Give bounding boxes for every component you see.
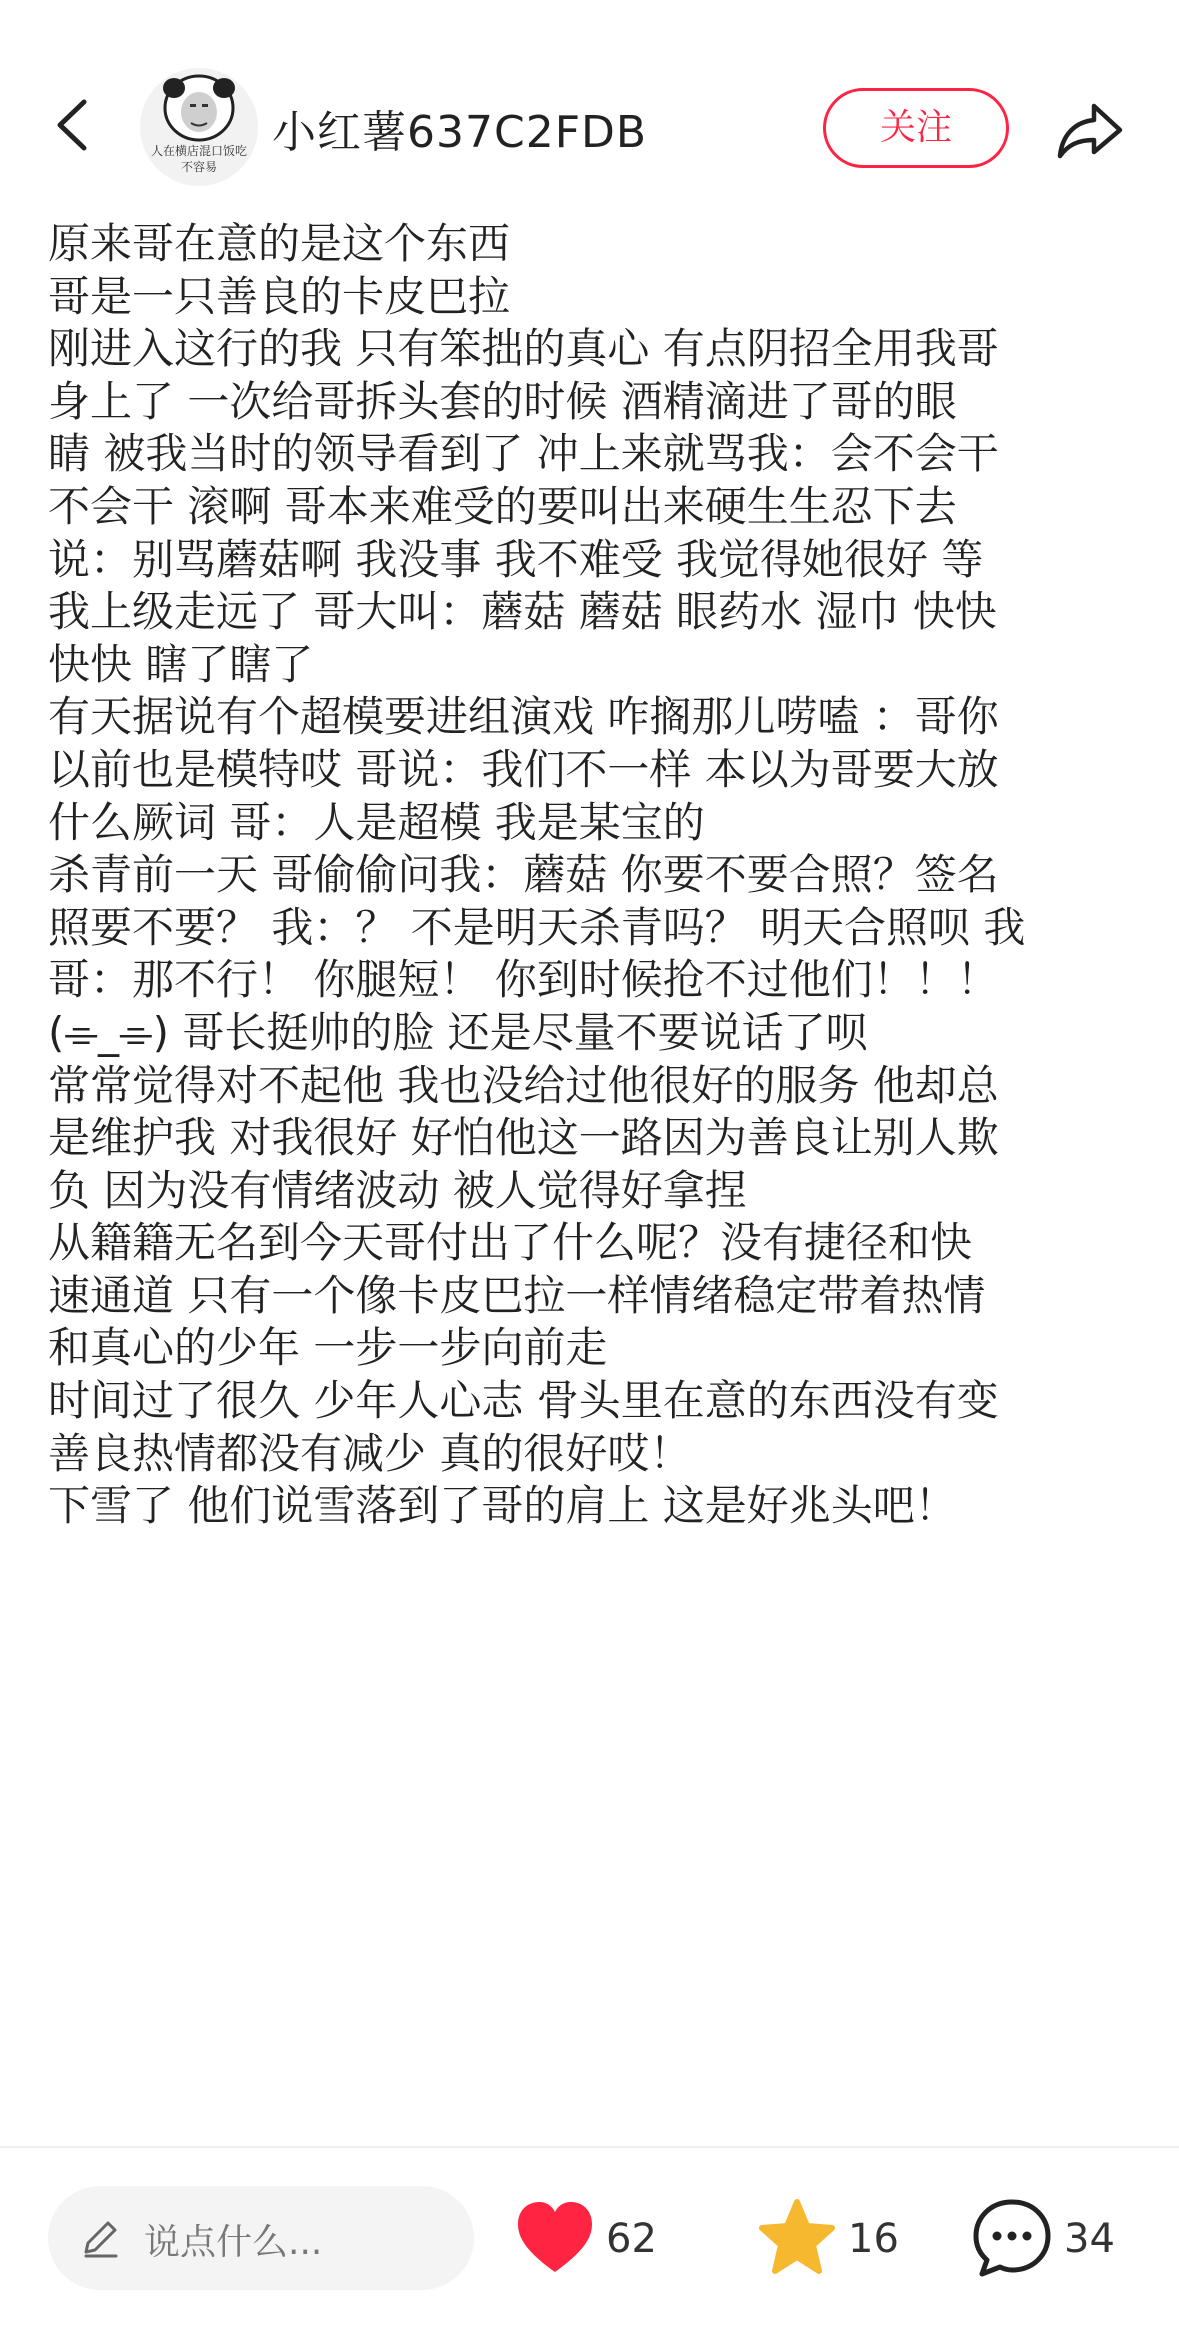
post-line: 照要不要？ 我：？ 不是明天杀青吗？ 明天合照呗 我 <box>48 902 1026 952</box>
post-line: 身上了 一次给哥拆头套的时候 酒精滴进了哥的眼 <box>48 376 957 426</box>
heart-icon <box>514 2194 596 2284</box>
post-line: 是维护我 对我很好 好怕他这一路因为善良让别人欺 <box>48 1113 999 1163</box>
chat-bubble-icon <box>970 2194 1054 2284</box>
post-line: 从籍籍无名到今天哥付出了什么呢？没有捷径和快 <box>48 1218 973 1268</box>
pencil-icon <box>78 2216 122 2260</box>
post-body <box>48 218 1138 1533</box>
comment-count: 34 <box>1064 2216 1115 2262</box>
post-line: 和真心的少年 一步一步向前走 <box>48 1323 608 1373</box>
post-line: 善良热情都没有减少 真的很好哎！ <box>48 1428 692 1478</box>
collect-count: 16 <box>848 2216 899 2262</box>
post-line: 睛 被我当时的领导看到了 冲上来就骂我：会不会干 <box>48 429 999 479</box>
post-line: 以前也是模特哎 哥说：我们不一样 本以为哥要大放 <box>48 744 999 794</box>
like-button[interactable] <box>514 2194 674 2284</box>
like-count: 62 <box>606 2216 657 2262</box>
post-line: 我上级走远了 哥大叫：蘑菇 蘑菇 眼药水 湿巾 快快 <box>48 587 997 637</box>
chevron-left-icon <box>40 90 110 160</box>
post-line: 下雪了 他们说雪落到了哥的肩上 这是好兆头吧！ <box>48 1481 957 1531</box>
collect-button[interactable] <box>756 2194 899 2284</box>
follow-button[interactable]: 关注 <box>823 88 1009 168</box>
avatar-caption-line-1: 人在横店混口饭吃 <box>150 144 247 158</box>
post-line: 原来哥在意的是这个东西 <box>48 219 511 268</box>
post-line: 有天据说有个超模要进组演戏 咋搁那儿唠嗑 ：哥你 <box>48 692 999 742</box>
post-line: (⌯_⌯) 哥长挺帅的脸 还是尽量不要说话了呗 <box>48 1007 868 1057</box>
post-line: 什么厥词 哥：人是超模 我是某宝的 <box>48 797 705 847</box>
post-line: 哥是一只善良的卡皮巴拉 <box>48 271 511 321</box>
post-line: 时间过了很久 少年人心志 骨头里在意的东西没有变 <box>48 1376 999 1426</box>
comment-placeholder: 说点什么... <box>144 2222 323 2263</box>
share-button[interactable] <box>1050 90 1130 170</box>
comment-button[interactable] <box>970 2194 1140 2284</box>
post-line: 快快 瞎了瞎了 <box>48 639 314 689</box>
comment-input[interactable] <box>48 2186 474 2290</box>
bottom-divider <box>0 2146 1179 2148</box>
post-line: 负 因为没有情绪波动 被人觉得好拿捏 <box>48 1165 747 1215</box>
post-line: 刚进入这行的我 只有笨拙的真心 有点阴招全用我哥 <box>48 324 999 374</box>
share-arrow-icon <box>1050 90 1130 170</box>
post-line: 速通道 只有一个像卡皮巴拉一样情绪稳定带着热情 <box>48 1270 986 1320</box>
back-button[interactable] <box>40 90 110 160</box>
post-line: 说：别骂蘑菇啊 我没事 我不难受 我觉得她很好 等 <box>48 534 984 584</box>
avatar[interactable] <box>140 68 258 186</box>
username[interactable]: 小红薯637C2FDB <box>272 107 648 158</box>
top-bar <box>0 0 1179 200</box>
post-line: 不会干 滚啊 哥本来难受的要叫出来硬生生忍下去 <box>48 481 957 531</box>
post-line: 杀青前一天 哥偷偷问我：蘑菇 你要不要合照？签名 <box>48 850 999 900</box>
avatar-caption-line-2: 不容易 <box>180 160 217 174</box>
post-line: 哥：那不行！ 你腿短！ 你到时候抢不过他们！！！ <box>48 955 999 1005</box>
post-line: 常常觉得对不起他 我也没给过他很好的服务 他却总 <box>48 1060 999 1110</box>
star-icon <box>756 2194 838 2284</box>
